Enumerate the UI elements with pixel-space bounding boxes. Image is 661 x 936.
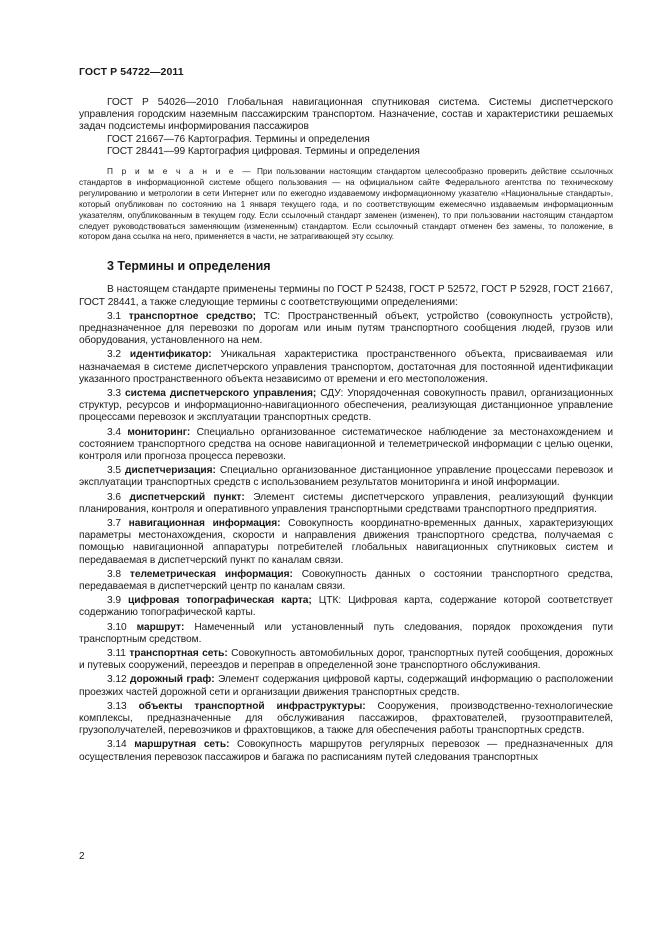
note-label: П р и м е ч а н и е —	[107, 166, 253, 177]
term-text: Совокупность координатно-временных данных, характеризующих параметры местонахождения, скорости и направления движения транспортного средства, получаемая с помощью навигационной аппаратуры потребителей глобальных навигационных спутниковых систем и передаваемая в диспетчерский пункт по каналам связи.	[79, 518, 614, 566]
term-text: СДУ: Упорядоченная совокупность правил, организационных структур, ресурсов и информационно-навигационного обеспечения, реализующая дистанционное управление процессами перевозок и эксплуатации транспортных средств.	[79, 387, 614, 424]
term-number: 3.12	[107, 674, 127, 686]
term-number: 3.10	[107, 621, 127, 633]
term-text: Совокупность маршрутов регулярных перевозок — предназначенных для осуществления перевозок пассажиров и багажа по расписаниям путей следования транспортных	[79, 739, 614, 763]
term-number: 3.1	[107, 310, 122, 322]
term-text: Специально организованное систематическое наблюдение за местонахождением и состоянием транспортного средства на основе навигационной и телеметрической информации с целью оценки, контроля или прогноза процесса перевозки.	[79, 426, 613, 462]
term-number: 3.4	[107, 426, 122, 438]
term-name: дорожный граф:	[130, 674, 215, 686]
term-number: 3.7	[107, 518, 122, 530]
term-number: 3.6	[107, 491, 122, 503]
page-number: 2	[79, 851, 85, 862]
term-number: 3.14	[107, 739, 127, 751]
term-name: идентификатор:	[129, 349, 212, 361]
terms-list	[79, 311, 613, 764]
term-name: навигационная информация:	[128, 518, 281, 530]
document-header: ГОСТ Р 54722—2011	[79, 66, 184, 78]
term-text: Намеченный или установленный путь следования, порядок прохождения пути транспортным средством.	[79, 621, 613, 645]
section-title: 3 Термины и определения	[107, 259, 271, 274]
term-name: мониторинг:	[127, 426, 191, 438]
term-definition	[79, 388, 613, 425]
term-text: Элемент системы диспетчерского управления, реализующий функции планирования, контроля и оперативного управления транспортными средствами транспортного предприятия.	[79, 491, 614, 515]
term-text: ТС: Пространственный объект, устройство (совокупность устройств), предназначенное для перевозки по дорогам или иным путям транспортного сообщения людей, грузов или оборудования, установленного на нем.	[79, 310, 614, 347]
term-text: ЦТК: Цифровая карта, содержание которой соответствует содержанию топографической карты.	[79, 595, 614, 619]
term-name: диспетчеризация:	[125, 465, 216, 477]
term-name: транспортное средство;	[128, 310, 257, 322]
term-definition	[79, 349, 613, 386]
term-name: маршрутная сеть:	[134, 739, 230, 751]
term-definition	[79, 492, 613, 516]
term-definition	[79, 465, 613, 489]
term-number: 3.3	[107, 387, 122, 399]
term-name: объекты транспортной инфраструктуры:	[138, 700, 366, 712]
term-text: Сооружения, производственно-технологические комплексы, предназначенные для обслуживания пассажиров, фрахтователей, грузоотправителей, грузополучателей, перевозчиков и фрахтовщиков, а также для обеспечения работы транспортных средств.	[79, 700, 614, 737]
section-intro: В настоящем стандарте применены термины по ГОСТ Р 52438, ГОСТ Р 52572, ГОСТ Р 52928, ГОСТ 21667, ГОСТ 28441, а также следующие термины с соответствующими определениями:	[79, 284, 613, 308]
term-text: Совокупность данных о состоянии транспортного средства, передаваемая в диспетчерский центр по каналам связи.	[79, 568, 613, 593]
note-paragraph	[79, 166, 613, 242]
term-text: Уникальная характеристика пространственного объекта, присваиваемая или назначаемая в системе диспетчерского управления транспортом, достаточная для постоянной идентификации указанного пространственного объекта независимо от времени и его местоположения.	[79, 349, 614, 385]
term-definition	[79, 518, 613, 567]
term-text: Специально организованное дистанционное управление процессами перевозок и эксплуатации транспортных средств с использованием результатов мониторинга и иной информации.	[79, 465, 613, 489]
reference-item: ГОСТ 28441—99 Картография цифровая. Термины и определения	[107, 145, 420, 157]
term-number: 3.11	[107, 648, 126, 660]
term-definition	[79, 595, 613, 619]
term-number: 3.9	[107, 595, 122, 607]
term-name: маршрут:	[136, 621, 185, 633]
term-definition	[79, 739, 613, 763]
note-text: При пользовании настоящим стандартом целесообразно проверить действие ссылочных стандартов в информационной системе общего пользования — на официальном сайте Федерального агентства по техническому регулированию и метрологии в сети Интернет или по ежегодно издаваемому информационному указателю «Национальные стандарты», который опубликован по состоянию на 1 января текущего года, и по соответствующим ежемесячно издаваемым информационным указателям, опубликованным в текущем году. Если ссылочный стандарт заменен (изменен), то при пользовании настоящим стандартом следует руководствоваться заменяющим (измененным) стандартом. Если ссылочный стандарт отменен без замены, то положение, в котором дана ссылка на него, применяется в части, не затрагивающей эту ссылку.	[79, 166, 613, 242]
term-name: телеметрическая информация:	[129, 568, 293, 580]
term-text: Совокупность автомобильных дорог, транспортных путей сообщения, дорожных и путевых сооружений, переездов и переправ в определенной зоне транспортного обслуживания.	[79, 648, 614, 672]
term-definition	[79, 648, 613, 672]
term-number: 3.8	[107, 568, 122, 580]
term-definition	[79, 427, 613, 464]
term-definition	[79, 311, 613, 348]
term-name: транспортная сеть:	[129, 648, 228, 660]
term-definition	[79, 622, 613, 646]
term-name: цифровая топографическая карта;	[128, 595, 312, 607]
term-number: 3.5	[107, 465, 122, 477]
term-definition	[79, 674, 613, 698]
term-name: диспетчерский пункт:	[129, 491, 245, 503]
term-number: 3.2	[107, 349, 122, 361]
term-name: система диспетчерского управления;	[125, 387, 317, 399]
term-text: Элемент содержания цифровой карты, содержащий информацию о расположении проезжих частей дорожной сети и организации движения транспортных средств.	[79, 674, 614, 698]
term-number: 3.13	[107, 700, 127, 712]
page-content	[79, 97, 613, 766]
term-definition	[79, 569, 613, 593]
reference-item: ГОСТ 21667—76 Картография. Термины и определения	[107, 133, 370, 145]
term-definition	[79, 701, 613, 738]
reference-item: ГОСТ Р 54026—2010 Глобальная навигационная спутниковая система. Системы диспетчерского управления городским наземным пассажирским транспортом. Назначение, состав и характеристики решаемых задач подсистемы информирования пассажиров	[79, 97, 613, 133]
